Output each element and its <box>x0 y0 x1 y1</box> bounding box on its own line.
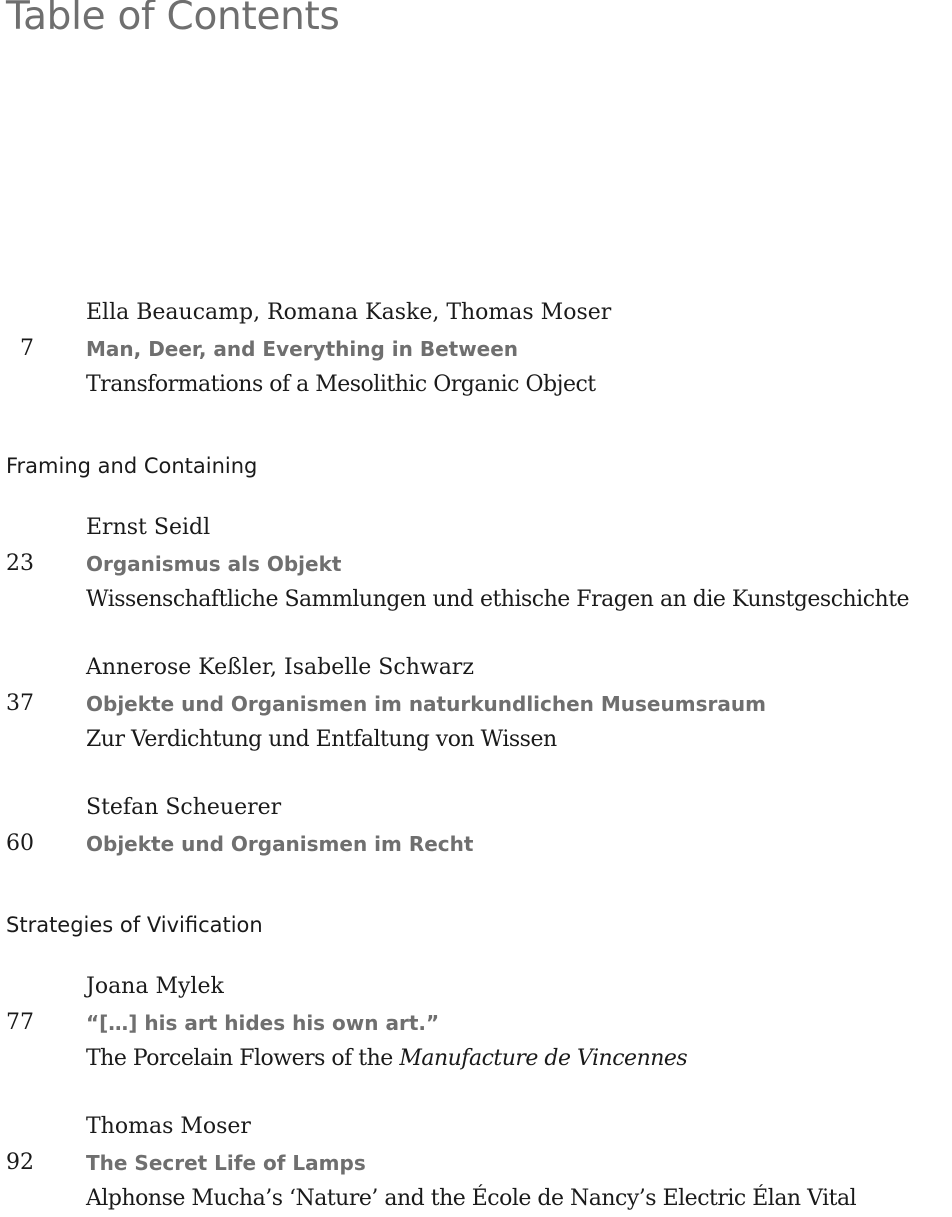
entry-author: Joana Mylek <box>86 974 224 999</box>
entry-title: The Secret Life of Lamps <box>86 1151 366 1175</box>
entry-subtitle <box>86 1041 687 1077</box>
entry-author: Ella Beaucamp, Romana Kaske, Thomas Moser <box>86 300 612 325</box>
section-heading: Strategies of Vivification <box>6 913 263 937</box>
entry-subtitle-italic: Manufacture de Vincennes <box>399 1046 688 1071</box>
page-title: Table of Contents <box>6 0 340 39</box>
entry-subtitle-text: The Porcelain Flowers of the <box>86 1046 400 1071</box>
entry-author: Thomas Moser <box>86 1114 251 1139</box>
entry-page-number: 23 <box>6 551 34 576</box>
entry-page-number: 77 <box>6 1010 34 1035</box>
entry-title: Organismus als Objekt <box>86 552 342 576</box>
entry-author: Ernst Seidl <box>86 515 211 540</box>
entry-title: Man, Deer, and Everything in Between <box>86 337 519 361</box>
entry-author: Stefan Scheuerer <box>86 795 282 820</box>
entry-title: “[…] his art hides his own art.” <box>86 1011 440 1035</box>
entry-title: Objekte und Organismen im Recht <box>86 832 474 856</box>
entry-subtitle: Zur Verdichtung und Entfaltung von Wissen <box>86 727 557 752</box>
entry-subtitle: Wissenschaftliche Sammlungen und ethische Fragen an die Kunstgeschichte <box>86 587 910 612</box>
entry-subtitle: Transformations of a Mesolithic Organic Object <box>86 372 596 397</box>
entry-page-number: 92 <box>6 1150 34 1175</box>
entry-page-number: 7 <box>20 336 34 361</box>
entry-author: Annerose Keßler, Isabelle Schwarz <box>86 655 474 680</box>
section-heading: Framing and Containing <box>6 454 258 478</box>
entry-page-number: 37 <box>6 691 34 716</box>
entry-title: Objekte und Organismen im naturkundlichen Museumsraum <box>86 692 766 716</box>
entry-subtitle: Alphonse Mucha’s ‘Nature’ and the École de Nancy’s Electric Élan Vital <box>86 1186 857 1211</box>
entry-page-number: 60 <box>6 831 34 856</box>
